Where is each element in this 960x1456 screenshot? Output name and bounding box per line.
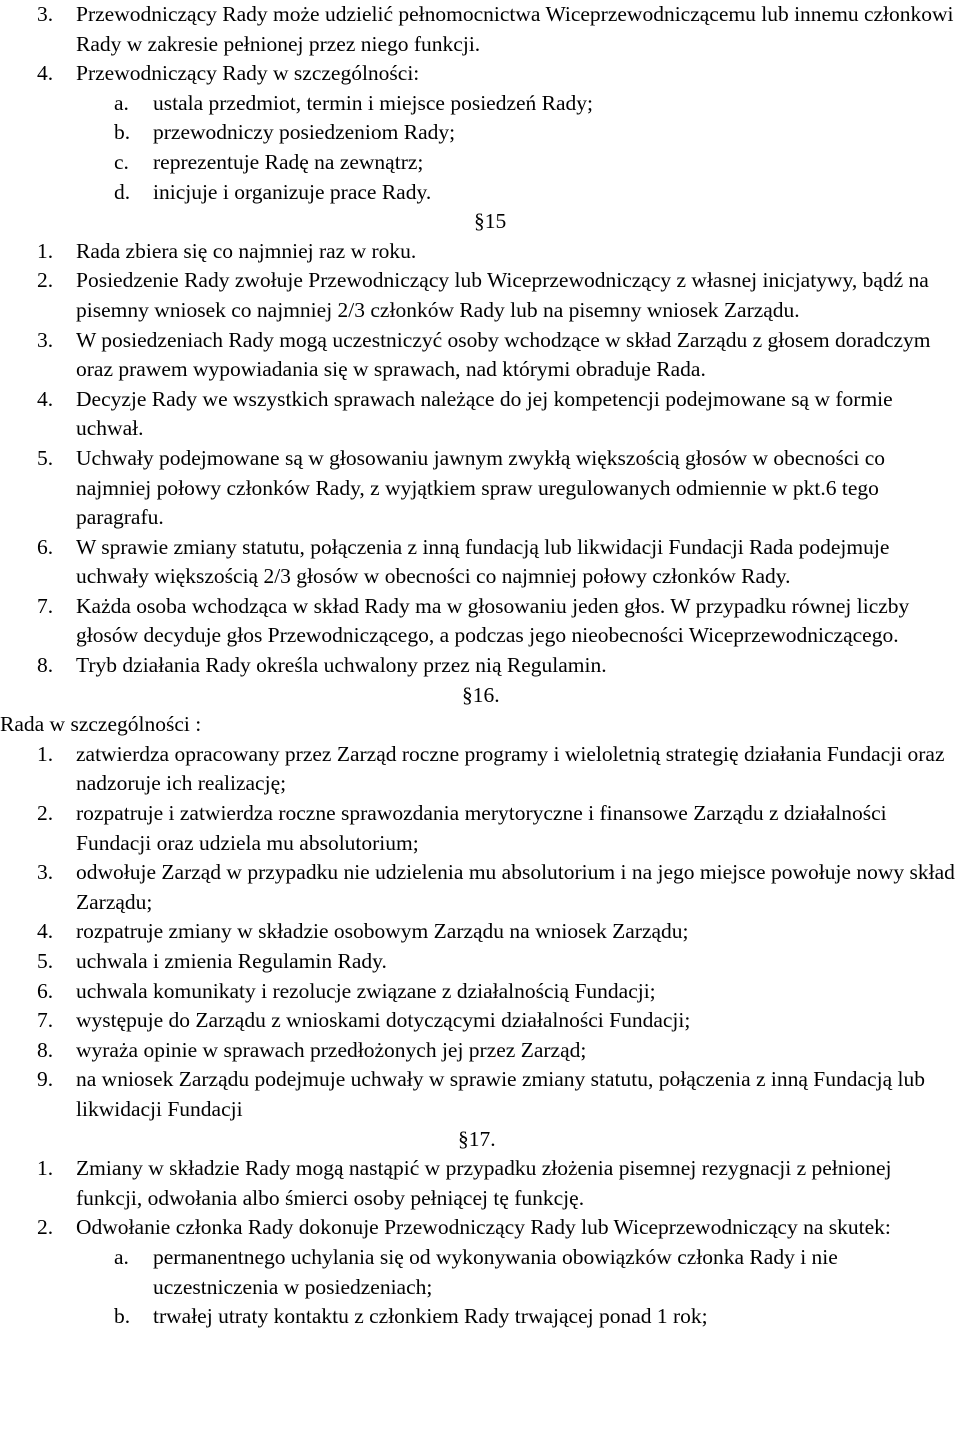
item-number: d. — [114, 179, 131, 204]
item-number: 6. — [37, 978, 54, 1003]
list-item — [0, 237, 960, 267]
item-number: 8. — [37, 1037, 54, 1062]
item-text: wyraża opinie w sprawach przedłożonych jej przez Zarząd; — [76, 1037, 587, 1062]
item-number: 2. — [37, 1215, 54, 1240]
list-item — [0, 592, 960, 651]
item-number: b. — [114, 1304, 131, 1329]
item-number: 4. — [37, 919, 54, 944]
list-item — [0, 799, 960, 858]
list-item — [0, 326, 960, 385]
item-text: Posiedzenie Rady zwołuje Przewodniczący lub Wiceprzewodniczący z własnej inicjatywy, bądź na pisemny wniosek co najmniej 2/3 członków Rady lub na pisemny wniosek Zarządu. — [76, 268, 929, 322]
item-number: 8. — [37, 653, 54, 678]
item-text: inicjuje i organizuje prace Rady. — [153, 179, 432, 204]
item-text: Rada zbiera się co najmniej raz w roku. — [76, 238, 417, 263]
list-item — [0, 917, 960, 947]
item-text: zatwierdza opracowany przez Zarząd roczne programy i wieloletnią strategię działania Fundacji oraz nadzoruje ich realizację; — [76, 741, 945, 796]
section-heading: §15 — [474, 209, 507, 234]
sub-list-item — [0, 89, 960, 119]
item-text: przewodniczy posiedzeniom Rady; — [153, 120, 456, 145]
item-number: b. — [114, 120, 131, 145]
sub-list-item — [0, 1302, 960, 1332]
item-number: 4. — [37, 386, 54, 411]
item-text: rozpatruje i zatwierdza roczne sprawozdania merytoryczne i finansowe Zarządu z działalności Fundacji oraz udziela mu absolutorium; — [76, 801, 887, 855]
item-text: reprezentuje Radę na zewnątrz; — [153, 149, 424, 174]
sub-list-item — [0, 178, 960, 208]
item-text: uchwala i zmienia Regulamin Rady. — [76, 949, 387, 973]
item-number: a. — [114, 1244, 129, 1269]
item-text: występuje do Zarządu z wnioskami dotyczącymi działalności Fundacji; — [76, 1008, 691, 1033]
item-number: 3. — [37, 2, 54, 26]
item-number: 5. — [37, 445, 54, 470]
list-item — [0, 1154, 960, 1213]
sub-list-item — [0, 1243, 960, 1302]
list-item — [0, 533, 960, 592]
list-item — [0, 740, 960, 799]
item-number: 7. — [37, 593, 54, 618]
item-text: Decyzje Rady we wszystkich sprawach należące do jej kompetencji podejmowane są w formie uchwał. — [76, 386, 893, 441]
item-text: na wniosek Zarządu podejmuje uchwały w sprawie zmiany statutu, połączenia z inną Fundacją lub likwidacji Fundacji — [76, 1067, 925, 1121]
item-text: Przewodniczący Rady może udzielić pełnomocnictwa Wiceprzewodniczącemu lub innemu członkowi Rady w zakresie pełnionej przez niego funkcji. — [76, 2, 954, 56]
list-item — [0, 1065, 960, 1124]
item-number: 7. — [37, 1008, 54, 1033]
list-item — [0, 385, 960, 444]
item-text: rozpatruje zmiany w składzie osobowym Zarządu na wniosek Zarządu; — [76, 919, 689, 944]
sub-list-item — [0, 118, 960, 148]
item-text: trwałej utraty kontaktu z członkiem Rady trwającej ponad 1 rok; — [153, 1304, 708, 1329]
item-text: Tryb działania Rady określa uchwalony przez nią Regulamin. — [76, 653, 607, 678]
sub-list-item — [0, 148, 960, 178]
item-number: 3. — [37, 860, 54, 885]
list-item — [0, 947, 960, 977]
list-item — [0, 0, 960, 59]
section-heading: §17. — [458, 1126, 496, 1151]
item-text: uchwala komunikaty i rezolucje związane z działalnością Fundacji; — [76, 978, 656, 1003]
list-item — [0, 1213, 960, 1243]
list-item — [0, 1006, 960, 1036]
list-item — [0, 858, 960, 917]
list-item — [0, 444, 960, 533]
item-number: 5. — [37, 949, 54, 973]
item-number: 1. — [37, 238, 54, 263]
list-item — [0, 1036, 960, 1066]
item-number: 2. — [37, 801, 54, 826]
item-text: Zmiany w składzie Rady mogą nastąpić w przypadku złożenia pisemnej rezygnacji z pełnionej funkcji, odwołania albo śmierci osoby pełniącej tę funkcję. — [76, 1156, 892, 1210]
item-number: 2. — [37, 268, 54, 293]
item-text: Każda osoba wchodząca w skład Rady ma w głosowaniu jeden głos. W przypadku równej liczby głosów decyduje głos Przewodniczącego, a podczas jego nieobecności Wiceprzewodniczącego. — [76, 593, 910, 648]
item-text: W posiedzeniach Rady mogą uczestniczyć osoby wchodzące w skład Zarządu z głosem doradczym oraz prawem wypowiadania się w sprawach, nad którymi obraduje Rada. — [76, 327, 931, 382]
item-number: a. — [114, 90, 129, 115]
item-number: 1. — [37, 1156, 54, 1181]
list-item — [0, 651, 960, 681]
item-text: Odwołanie członka Rady dokonuje Przewodniczący Rady lub Wiceprzewodniczący na skutek: — [76, 1215, 891, 1240]
list-item — [0, 59, 960, 89]
list-item — [0, 977, 960, 1007]
item-number: 4. — [37, 61, 54, 86]
section-heading: §16. — [462, 682, 500, 707]
item-text: ustala przedmiot, termin i miejsce posiedzeń Rady; — [153, 90, 594, 115]
item-text: Przewodniczący Rady w szczególności: — [76, 61, 420, 86]
item-number: 1. — [37, 741, 54, 766]
item-text: odwołuje Zarząd w przypadku nie udzielenia mu absolutorium i na jego miejsce powołuje nowy skład Zarządu; — [76, 860, 955, 914]
item-text: Uchwały podejmowane są w głosowaniu jawnym zwykłą większością głosów w obecności co najmniej połowy członków Rady, z wyjątkiem spraw uregulowanych odmiennie w pkt.6 tego paragrafu. — [76, 445, 886, 530]
item-number: 9. — [37, 1067, 54, 1092]
item-text: permanentnego uchylania się od wykonywania obowiązków członka Rady i nie uczestniczenia w posiedzeniach; — [153, 1244, 838, 1299]
item-text: W sprawie zmiany statutu, połączenia z inną fundacją lub likwidacji Fundacji Rada podejmuje uchwały większością 2/3 głosów w obecności co najmniej połowy członków Rady. — [76, 534, 890, 589]
item-number: 3. — [37, 327, 54, 352]
list-item — [0, 266, 960, 325]
item-number: c. — [114, 149, 129, 174]
paragraph: Rada w szczególności : — [0, 712, 202, 737]
item-number: 6. — [37, 534, 54, 559]
